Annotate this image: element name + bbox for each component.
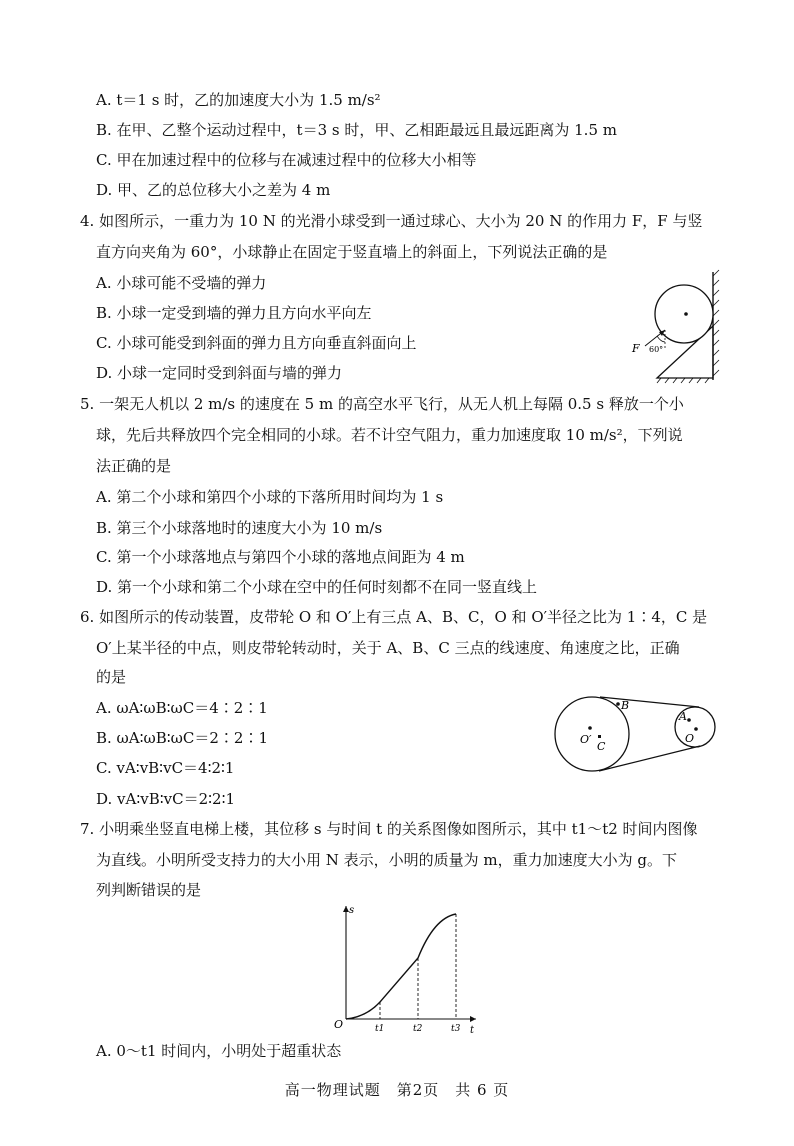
q5-stem-line1: 5. 一架无人机以 2 m/s 的速度在 5 m 的高空水平飞行，从无人机上每隔 0.5 s 释放一个小 <box>80 395 684 413</box>
wall-hatching <box>713 270 719 376</box>
q4-stem-line1: 4. 如图所示，一重力为 10 N 的光滑小球受到一通过球心、大小为 20 N 的作用力 F，F 与竖 <box>80 212 703 230</box>
label-b: B <box>621 699 630 712</box>
point-c-dot <box>598 735 601 738</box>
label-small-center: O <box>685 732 695 745</box>
ball-circle <box>655 285 713 343</box>
ball-center-dot <box>684 312 688 316</box>
q7-stem-line3: 列判断错误的是 <box>96 881 202 899</box>
q6-pulley-figure <box>552 684 732 786</box>
big-pulley <box>555 697 629 771</box>
big-center-dot <box>588 726 592 730</box>
origin-label: O <box>334 1018 344 1031</box>
force-label: F <box>632 342 640 355</box>
q4-option-b: B. 小球一定受到墙的弹力且方向水平向左 <box>96 304 372 322</box>
t2-label: t2 <box>413 1024 423 1034</box>
q5-option-c: C. 第一个小球落地点与第四个小球的落地点间距为 4 m <box>96 548 465 566</box>
x-axis-label: t <box>470 1025 475 1034</box>
small-center-dot <box>694 727 698 731</box>
q6-stem-line3: 的是 <box>96 668 127 686</box>
q6-stem-line1: 6. 如图所示的传动装置，皮带轮 O 和 O′上有三点 A、B、C，O 和 O′半径之比为 1∶4，C 是 <box>80 608 708 626</box>
t1-label: t1 <box>375 1024 385 1034</box>
q6-stem-line2: O′上某半径的中点，则皮带轮转动时，关于 A、B、C 三点的线速度、角速度之比，正确 <box>96 639 680 657</box>
q4-stem-line2: 直方向夹角为 60°，小球静止在固定于竖直墙上的斜面上，下列说法正确的是 <box>96 243 608 261</box>
label-a: A <box>679 710 687 723</box>
belt-bottom <box>599 746 700 771</box>
q6-option-d: D. vA∶vB∶vC＝2∶2∶1 <box>96 790 236 808</box>
page-footer: 高一物理试题 第2页 共 6 页 <box>284 1081 510 1099</box>
ground-hatching <box>657 378 713 383</box>
q3-option-c: C. 甲在加速过程中的位移与在减速过程中的位移大小相等 <box>96 151 477 169</box>
angle-label: 60° <box>649 345 664 354</box>
s-t-curve <box>346 914 456 1019</box>
q4-option-c: C. 小球可能受到斜面的弹力且方向垂直斜面向上 <box>96 334 417 352</box>
q3-option-d: D. 甲、乙的总位移大小之差为 4 m <box>96 181 331 199</box>
q7-stem-line2: 为直线。小明所受支持力的大小用 N 表示，小明的质量为 m，重力加速度大小为 g。下 <box>96 851 678 869</box>
label-c: C <box>597 740 606 753</box>
label-big-center: O′ <box>580 733 592 746</box>
q6-option-c: C. vA∶vB∶vC＝4∶2∶1 <box>96 759 235 777</box>
x-axis-arrow <box>470 1016 476 1022</box>
point-a-dot <box>687 718 691 722</box>
q3-option-b: B. 在甲、乙整个运动过程中，t＝3 s 时，甲、乙相距最远且最远距离为 1.5 m <box>96 121 617 139</box>
point-b-dot <box>616 702 620 706</box>
q4-option-a: A. 小球可能不受墙的弹力 <box>96 274 267 292</box>
q7-stem-line1: 7. 小明乘坐竖直电梯上楼，其位移 s 与时间 t 的关系图像如图所示，其中 t1～t2 时间内图像 <box>80 820 698 838</box>
q4-ball-incline-figure <box>625 268 725 384</box>
y-axis-label: s <box>349 905 355 916</box>
angle-arc <box>657 336 665 342</box>
q5-option-a: A. 第二个小球和第四个小球的下落所用时间均为 1 s <box>96 488 444 506</box>
q4-option-d: D. 小球一定同时受到斜面与墙的弹力 <box>96 364 343 382</box>
t3-label: t3 <box>451 1024 461 1034</box>
q5-option-b: B. 第三个小球落地时的速度大小为 10 m/s <box>96 519 383 537</box>
q6-option-b: B. ωA∶ωB∶ωC＝2∶2∶1 <box>96 729 269 747</box>
q5-stem-line3: 法正确的是 <box>96 457 172 475</box>
q5-option-d: D. 第一个小球和第二个小球在空中的任何时刻都不在同一竖直线上 <box>96 578 538 596</box>
q6-option-a: A. ωA∶ωB∶ωC＝4∶2∶1 <box>96 699 268 717</box>
q3-option-a: A. t＝1 s 时，乙的加速度大小为 1.5 m/s² <box>96 91 381 109</box>
q5-stem-line2: 球，先后共释放四个完全相同的小球。若不计空气阻力，重力加速度取 10 m/s²，下列说 <box>96 426 683 444</box>
q7-s-t-graph <box>330 900 480 1034</box>
q7-option-a: A. 0～t1 时间内，小明处于超重状态 <box>96 1042 342 1060</box>
